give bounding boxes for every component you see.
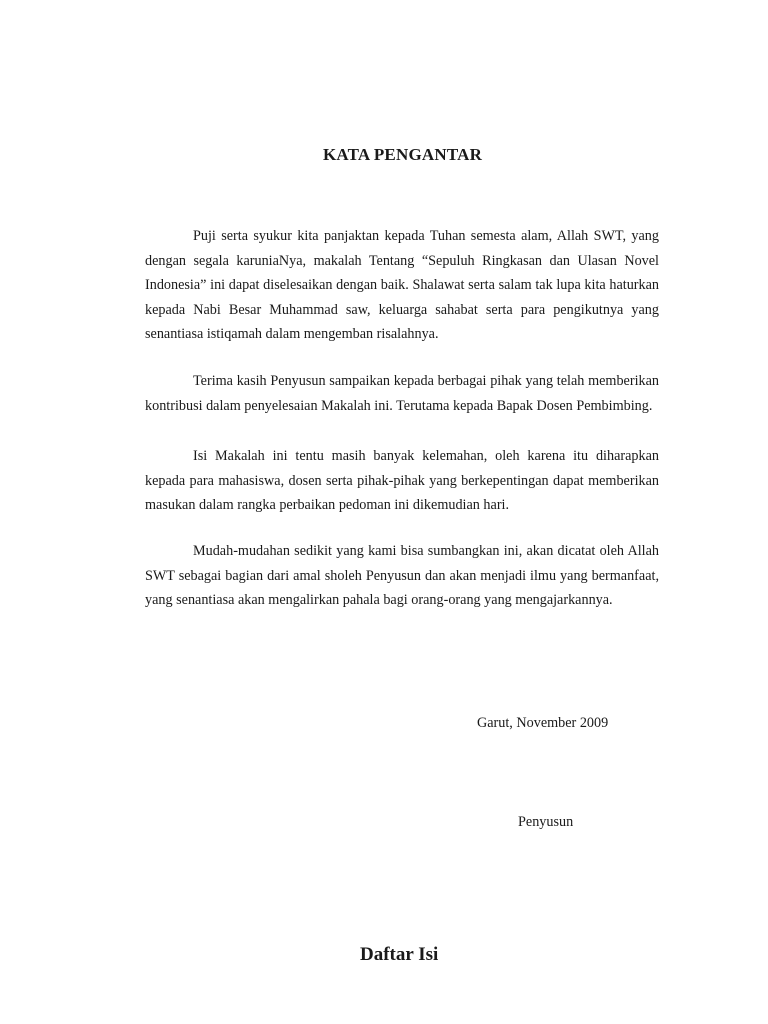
- next-section-heading: Daftar Isi: [360, 944, 439, 965]
- paragraph-thanks: Terima kasih Penyusun sampaikan kepada berbagai pihak yang telah memberikan kontribusi dalam penyelesaian Makalah ini. Terutama kepada Bapak Dosen Pembimbing.: [145, 373, 659, 414]
- page-title: KATA PENGANTAR: [322, 145, 483, 164]
- place-date: Garut, November 2009: [477, 715, 609, 731]
- paragraph-feedback: Isi Makalah ini tentu masih banyak kelemahan, oleh karena itu diharapkan kepada para mahasiswa, dosen serta pihak-pihak yang berkepentingan dapat memberikan masukan dalam rangka perbaikan pedoman ini dikemudian hari.: [145, 448, 659, 514]
- signer: Penyusun: [518, 814, 574, 830]
- paragraph-intro: Puji serta syukur kita panjaktan kepada Tuhan semesta alam, Allah SWT, yang dengan segala karuniaNya, makalah Tentang “Sepuluh Ringkasan dan Ulasan Novel Indonesia” ini dapat diselesaikan dengan baik. Shalawat serta salam tak lupa kita haturkan kepada Nabi Besar Muhammad saw, keluarga sahabat serta para pengikutnya yang senantiasa istiqamah dalam mengemban risalahnya.: [145, 228, 659, 343]
- paragraph-closing: Mudah-mudahan sedikit yang kami bisa sumbangkan ini, akan dicatat oleh Allah SWT sebagai bagian dari amal sholeh Penyusun dan akan menjadi ilmu yang bermanfaat, yang senantiasa akan mengalirkan pahala bagi orang-orang yang mengajarkannya.: [145, 543, 659, 609]
